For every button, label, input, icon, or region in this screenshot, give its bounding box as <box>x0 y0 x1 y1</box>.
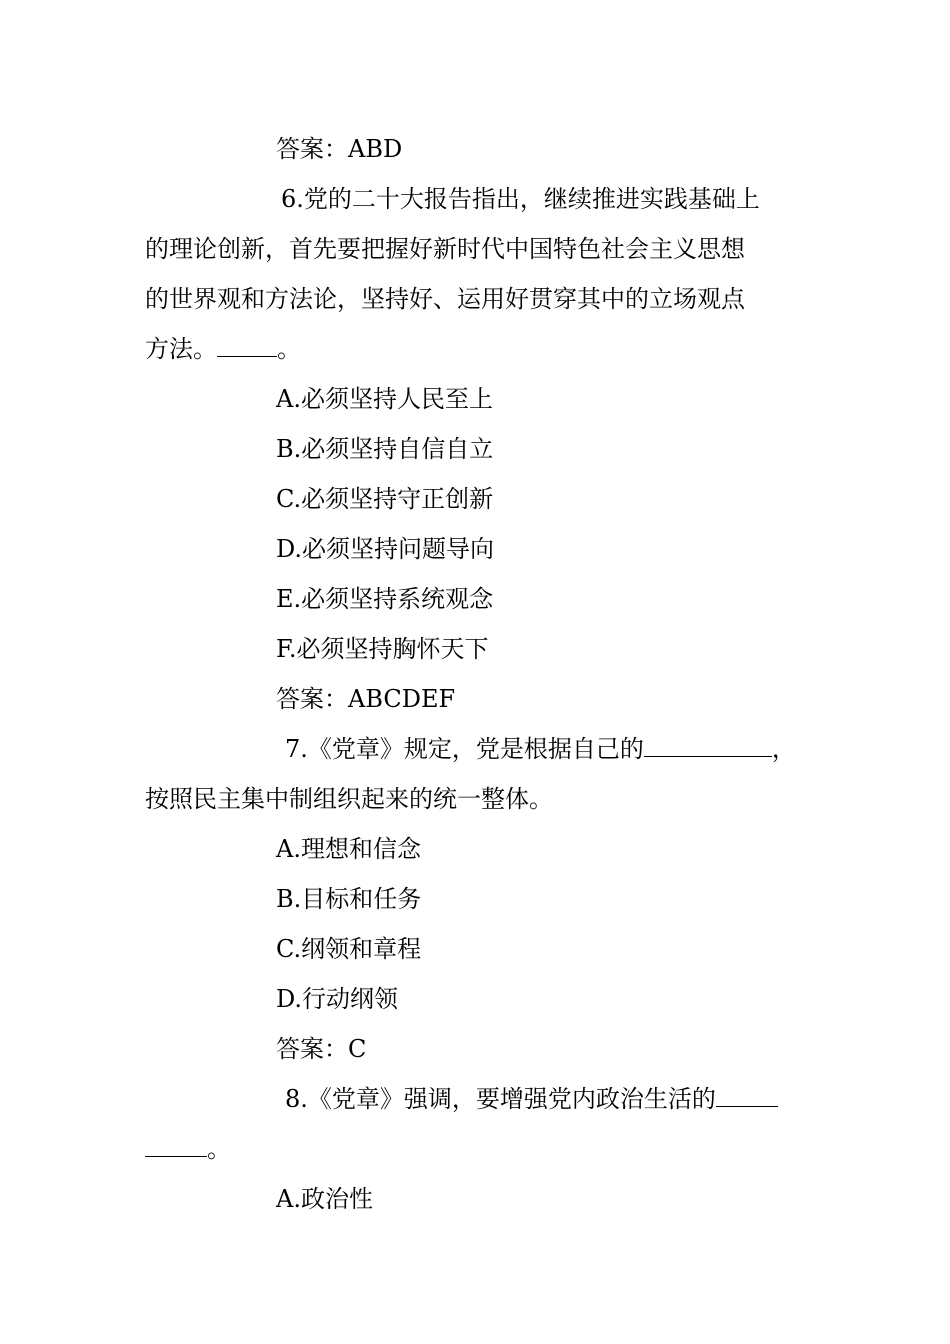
option-7d: D.行动纲领 <box>276 985 399 1013</box>
answer-line-q5: 答案：ABD <box>276 135 403 163</box>
question-8-line-2 <box>145 1124 815 1174</box>
option-6d: D.必须坚持问题导向 <box>276 535 495 563</box>
question-8-line-1 <box>145 1074 815 1124</box>
question-6-line-4 <box>145 324 815 374</box>
question-6-line-3: 的世界观和方法论，坚持好、运用好贯穿其中的立场观点 <box>145 285 745 313</box>
option-7a: A.理想和信念 <box>276 835 421 863</box>
question-7-line-2: 按照民主集中制组织起来的统一整体。 <box>145 785 553 813</box>
question-8-line-2-end: 。 <box>207 1135 231 1163</box>
question-7-line-1 <box>145 724 815 774</box>
answer-line-q6: 答案：ABCDEF <box>276 685 456 713</box>
option-6b: B.必须坚持自信自立 <box>276 435 494 463</box>
option-7c: C.纲领和章程 <box>276 935 422 963</box>
fill-blank <box>716 1080 778 1107</box>
fill-blank <box>644 730 772 757</box>
document-content <box>145 124 815 1224</box>
fill-blank <box>217 330 277 357</box>
option-6e: E.必须坚持系统观念 <box>276 585 494 613</box>
question-6-line-4-text: 方法。 <box>145 335 217 363</box>
fill-blank <box>145 1130 207 1157</box>
question-6-line-4-end: 。 <box>277 335 301 363</box>
question-7-line-1-end: ， <box>771 735 796 763</box>
question-6-line-1: 6.党的二十大报告指出，继续推进实践基础上 <box>281 185 760 213</box>
option-6a: A.必须坚持人民至上 <box>276 385 493 413</box>
option-7b: B.目标和任务 <box>276 885 422 913</box>
answer-line-q7: 答案：C <box>276 1035 367 1063</box>
question-6-line-2: 的理论创新，首先要把握好新时代中国特色社会主义思想 <box>145 235 745 263</box>
question-7-line-1-text: 7.《党章》规定，党是根据自己的 <box>285 735 644 763</box>
option-8a: A.政治性 <box>276 1185 373 1213</box>
option-6f: F.必须坚持胸怀天下 <box>276 635 489 663</box>
question-8-line-1-text: 8.《党章》强调，要增强党内政治生活的 <box>285 1085 716 1113</box>
option-6c: C.必须坚持守正创新 <box>276 485 494 513</box>
